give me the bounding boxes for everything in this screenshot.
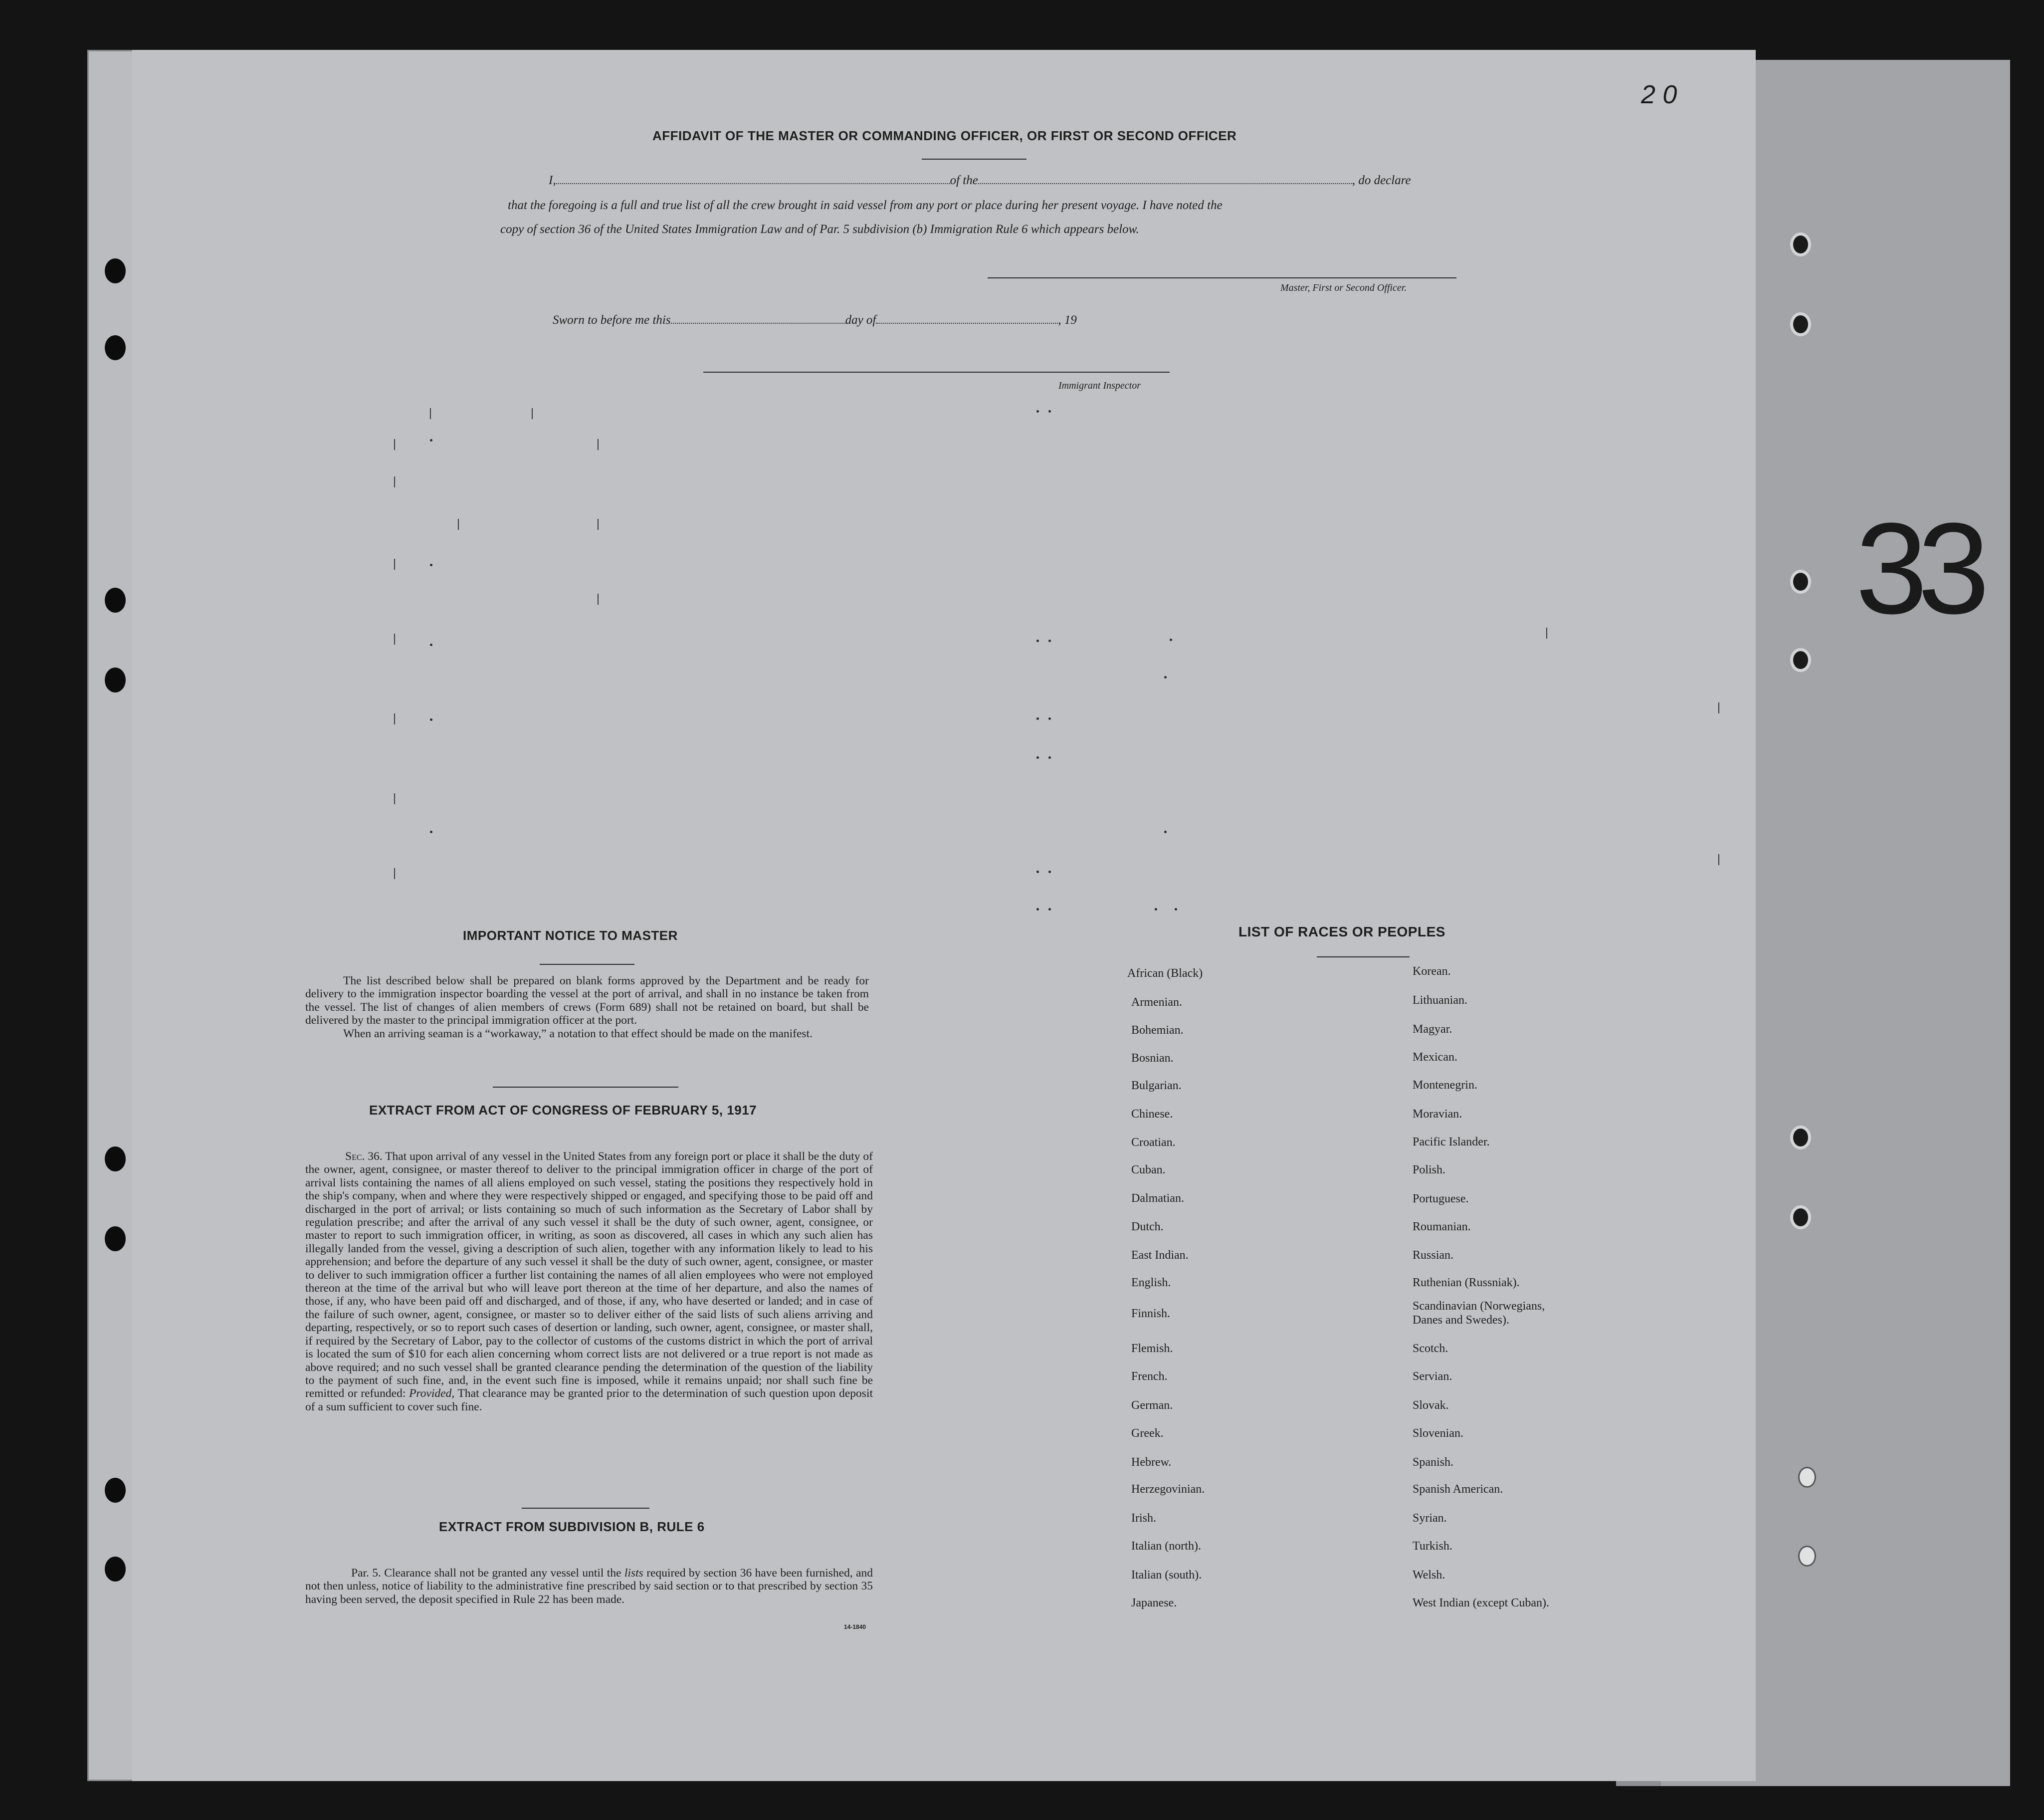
faint-mark <box>394 713 395 724</box>
sworn-day-field[interactable] <box>671 321 845 324</box>
race-item: Chinese. <box>1131 1108 1173 1121</box>
faint-mark <box>1048 717 1051 720</box>
faint-mark <box>1048 410 1051 413</box>
faint-mark <box>1036 410 1039 413</box>
section-36-paragraph <box>305 1150 873 1413</box>
race-item: Portuguese. <box>1413 1192 1469 1205</box>
faint-mark <box>1036 908 1039 910</box>
faint-mark <box>1170 639 1172 641</box>
par-5-text-b: required by section 36 have been furnished, and not then unless, notice of liability to the administrative fine prescribed by said section or to that prescribed by section 35 having been served, the deposit specified in Rule 22 has been made. <box>305 1567 873 1606</box>
faint-mark <box>458 519 459 530</box>
faint-mark <box>394 476 395 487</box>
notice-text <box>305 974 869 1040</box>
par-5-paragraph <box>305 1567 873 1606</box>
binder-hole <box>1798 1546 1816 1567</box>
affidavit-title: AFFIDAVIT OF THE MASTER OR COMMANDING OFFICER, OR FIRST OR SECOND OFFICER <box>652 128 1237 143</box>
affidavit-line-2: that the foregoing is a full and true list of all the crew brought in said vessel from any port or place during her present voyage. I have noted the <box>508 199 1223 212</box>
race-item: West Indian (except Cuban). <box>1413 1596 1549 1609</box>
race-item: Lithuanian. <box>1413 994 1467 1007</box>
faint-mark <box>1036 871 1039 873</box>
divider <box>922 159 1026 160</box>
signature-line[interactable] <box>988 277 1456 278</box>
race-item: Montenegrin. <box>1413 1079 1477 1092</box>
inspector-label: Immigrant Inspector <box>1058 380 1141 391</box>
affidavit-line-1 <box>549 174 1411 188</box>
divider <box>1317 956 1410 957</box>
race-item: Japanese. <box>1131 1596 1177 1609</box>
race-item: African (Black) <box>1127 967 1203 980</box>
sworn-label: Sworn to before me this <box>553 313 671 327</box>
signature-label: Master, First or Second Officer. <box>1280 282 1407 293</box>
binder-hole <box>105 1146 126 1171</box>
faint-mark <box>598 594 599 605</box>
faint-mark <box>1164 831 1167 833</box>
faint-mark <box>1175 908 1177 910</box>
binder-hole <box>105 668 126 692</box>
declare-label: , do declare <box>1352 174 1411 187</box>
race-item: Hebrew. <box>1131 1456 1172 1469</box>
binder-hole <box>1793 1129 1808 1146</box>
race-item: Roumanian. <box>1413 1220 1471 1233</box>
race-item: Flemish. <box>1131 1342 1173 1355</box>
faint-mark <box>532 408 533 419</box>
handwritten-side-number: 33 <box>1855 496 1980 641</box>
race-item: English. <box>1131 1276 1171 1289</box>
divider <box>522 1508 649 1509</box>
notice-paragraph-2: When an arriving seaman is a “workaway,” a notation to that effect should be made on the manifest. <box>343 1027 813 1040</box>
race-item: French. <box>1131 1370 1168 1383</box>
year-label: , 19 <box>1058 313 1077 327</box>
faint-mark <box>430 718 432 721</box>
race-item: Armenian. <box>1131 996 1182 1009</box>
declarant-name-field[interactable] <box>556 181 950 184</box>
race-item: Welsh. <box>1413 1569 1445 1582</box>
race-item: Polish. <box>1413 1163 1446 1176</box>
binder-hole <box>1793 651 1808 669</box>
race-item: East Indian. <box>1131 1249 1189 1262</box>
race-item: Dalmatian. <box>1131 1192 1184 1205</box>
race-item: Korean. <box>1413 965 1451 978</box>
sworn-month-field[interactable] <box>876 321 1058 324</box>
race-item: Bosnian. <box>1131 1052 1174 1065</box>
day-of-label: day of <box>845 313 876 327</box>
faint-mark <box>430 408 431 419</box>
faint-mark <box>1155 908 1157 910</box>
race-item: Magyar. <box>1413 1023 1452 1036</box>
race-item: Servian. <box>1413 1370 1452 1383</box>
binder-hole <box>105 258 126 283</box>
faint-mark <box>1048 756 1051 759</box>
faint-mark <box>394 868 395 879</box>
race-item: Croatian. <box>1131 1136 1176 1149</box>
par-5-text-a: Par. 5. Clearance shall not be granted any vessel until the <box>351 1567 621 1580</box>
notice-paragraph-1: The list described below shall be prepared on blank forms approved by the Department and be ready for delivery to the immigration inspector boarding the vessel at the port of arrival, and shall in no instance be taken from the vessel. The list of changes of alien members of crews (Form 689) shall not be retained on board, but shall be delivered by the master to the principal immigration officer at the port. <box>305 974 869 1027</box>
faint-mark <box>394 793 395 804</box>
form-number: 14-1840 <box>844 1623 866 1630</box>
affidavit-line-3: copy of section 36 of the United States Immigration Law and of Par. 5 subdivision (b) Immigration Rule 6 which appears below. <box>500 223 1139 236</box>
binder-hole <box>1793 315 1808 333</box>
divider <box>493 1087 678 1088</box>
binder-hole <box>1793 1208 1808 1226</box>
race-item: Herzegovinian. <box>1131 1483 1205 1496</box>
faint-mark <box>1036 717 1039 720</box>
faint-mark <box>394 559 395 570</box>
binder-hole <box>105 1226 126 1251</box>
binder-hole <box>1793 573 1808 591</box>
race-item: Dutch. <box>1131 1220 1164 1233</box>
race-item: Turkish. <box>1413 1540 1452 1553</box>
race-item: Mexican. <box>1413 1051 1457 1064</box>
section-label: Sec. 36. <box>345 1150 383 1163</box>
faint-mark <box>1048 871 1051 873</box>
race-item: Cuban. <box>1131 1163 1166 1176</box>
faint-mark <box>1718 702 1719 713</box>
race-item: Spanish American. <box>1413 1483 1503 1496</box>
faint-mark <box>1036 640 1039 642</box>
vessel-label: of the <box>950 174 978 187</box>
race-item: Scotch. <box>1413 1342 1448 1355</box>
race-item: Bohemian. <box>1131 1024 1184 1037</box>
binder-hole <box>105 1557 126 1582</box>
race-item: Russian. <box>1413 1249 1454 1262</box>
extract-act-text <box>305 1150 873 1413</box>
races-title: LIST OF RACES OR PEOPLES <box>1238 924 1445 939</box>
faint-mark <box>1546 628 1547 639</box>
binder-hole <box>105 1478 126 1503</box>
vessel-name-field[interactable] <box>978 181 1352 184</box>
race-item: Pacific Islander. <box>1413 1136 1490 1148</box>
sworn-line <box>553 313 1077 327</box>
faint-mark <box>598 519 599 530</box>
provided-label: Provided, <box>409 1387 455 1400</box>
race-item: Ruthenian (Russniak). <box>1413 1276 1520 1289</box>
faint-mark <box>1718 854 1719 865</box>
extract-act-title: EXTRACT FROM ACT OF CONGRESS OF FEBRUARY 5, 1917 <box>369 1103 757 1118</box>
binder-hole <box>105 588 126 613</box>
binder-hole <box>1793 235 1808 253</box>
faint-mark <box>1048 640 1051 642</box>
declarant-label: I, <box>549 174 556 187</box>
race-item: Spanish. <box>1413 1456 1454 1469</box>
lists-emphasis: lists <box>624 1567 643 1580</box>
race-item: Slovenian. <box>1413 1427 1463 1440</box>
binder-hole <box>1798 1467 1816 1488</box>
faint-mark <box>430 644 432 646</box>
race-item: Syrian. <box>1413 1512 1447 1525</box>
extract-rule-text <box>305 1567 873 1606</box>
faint-mark <box>430 831 432 833</box>
faint-mark <box>430 564 432 566</box>
faint-mark <box>1048 908 1051 910</box>
faint-mark <box>1036 756 1039 759</box>
faint-mark <box>394 439 395 450</box>
race-item: Italian (north). <box>1131 1540 1201 1553</box>
document-page <box>87 50 1756 1781</box>
section-36-text-end: That clearance may be granted prior to the determination of such question upon deposit of a sum sufficient to cover such fine. <box>305 1387 873 1413</box>
race-item: Scandinavian (Norwegians, Danes and Swedes). <box>1413 1300 1545 1327</box>
section-36-text: That upon arrival of any vessel in the United States from any foreign port or place it shall be the duty of the owner, agent, consignee, or master thereof to deliver to the principal immigration officer in charge of the port of arrival lists containing the names of all aliens employed on such vessel, stating the positions they respectively hold in the ship's company, when and where they were respectively shipped or engaged, and specifying those to be paid off and discharged in the port of arrival; or lists containing so much of such information as the Secretary of Labor shall by regulation prescribe; and after the arrival of any such vessel it shall be the duty of such owner, agent, consignee, or master to report to such immigration officer, in writing, as soon as discovered, all cases in which any such alien has illegally landed from the vessel, giving a description of such alien, together with any information likely to lead to his apprehension; and before the departure of any such vessel it shall be the duty of such owner, agent, consignee, or master to deliver to such immigration officer a further list containing the names of all alien employees who were not employed thereon at the time of the arrival but who will leave port thereon at the time of her departure, and also the names of those, if any, who have been paid off and discharged, and of those, if any, who have deserted or landed; and in case of the failure of such owner, agent, consignee, or master so to deliver either of the said lists of such aliens arriving and departing, respectively, or so to report such cases of desertion or landing, such owner, agent, consignee, or master shall, if required by the Secretary of Labor, pay to the collector of customs of the customs district in which the port of arrival is located the sum of $10 for each alien concerning whom correct lists are not delivered or a true report is not made as above required; and no such vessel shall be granted clearance pending the determination of the question of the liability to the payment of such fine, and, in the event such fine is imposed, while it remains unpaid; nor shall such fine be remitted or refunded: <box>305 1150 873 1400</box>
divider <box>540 964 634 965</box>
race-item: Greek. <box>1131 1427 1164 1440</box>
inspector-signature-line[interactable] <box>703 372 1170 373</box>
race-item: Italian (south). <box>1131 1569 1202 1582</box>
race-item: Irish. <box>1131 1512 1156 1525</box>
race-item: Slovak. <box>1413 1399 1449 1412</box>
race-item: Bulgarian. <box>1131 1079 1182 1092</box>
notice-title: IMPORTANT NOTICE TO MASTER <box>463 928 678 943</box>
page-surface <box>132 50 1756 1781</box>
race-item: Moravian. <box>1413 1108 1462 1121</box>
faint-mark <box>1164 676 1167 679</box>
handwritten-mark: 2 0 <box>1641 80 1677 109</box>
extract-rule-title: EXTRACT FROM SUBDIVISION B, RULE 6 <box>439 1519 705 1534</box>
faint-mark <box>598 439 599 450</box>
binder-hole <box>105 335 126 360</box>
faint-mark <box>430 439 432 442</box>
race-item: German. <box>1131 1399 1173 1412</box>
faint-mark <box>394 634 395 645</box>
race-item: Finnish. <box>1131 1307 1171 1320</box>
